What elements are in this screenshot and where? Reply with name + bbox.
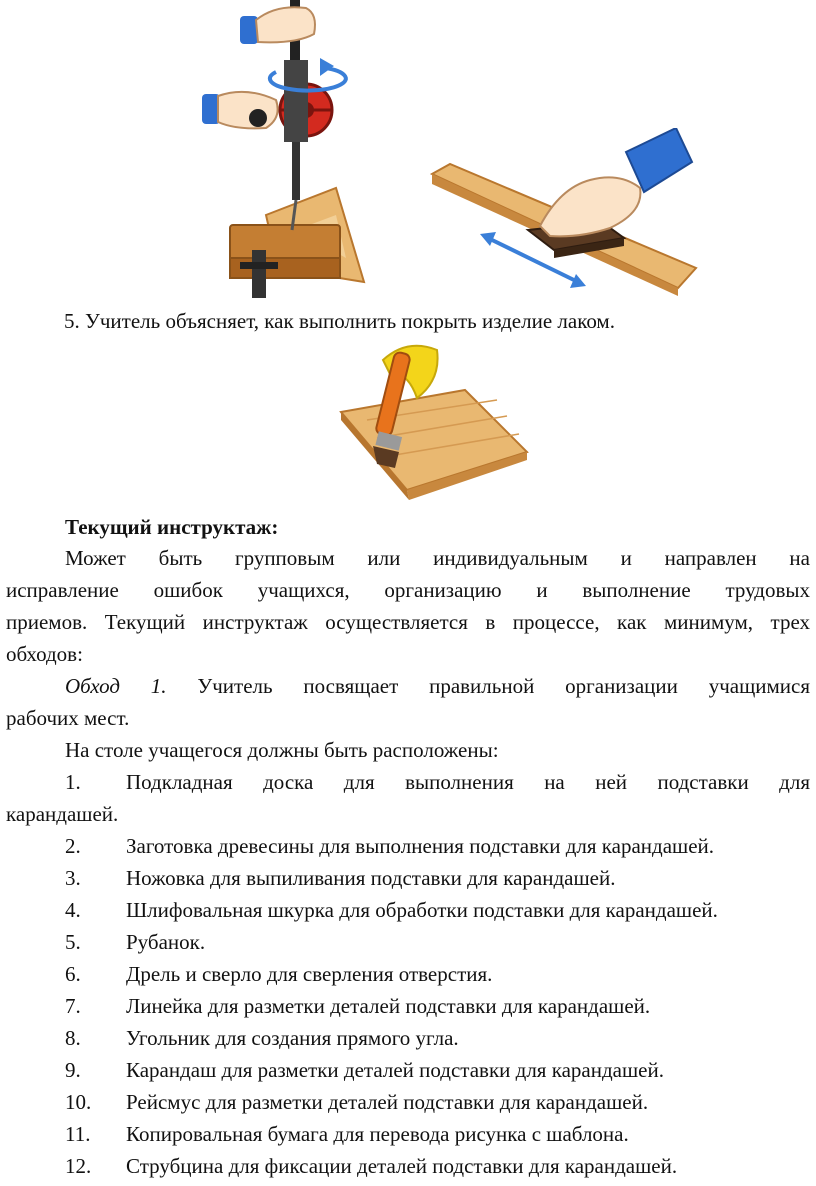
list-item <box>0 830 816 862</box>
list-text: Копировальная бумага для перевода рисунка с шаблона. <box>126 1122 629 1146</box>
list-item <box>0 958 816 990</box>
list-number: 8. <box>65 1026 81 1050</box>
list-item <box>0 990 816 1022</box>
list-text: Подкладная доска для выполнения на ней подставки для <box>126 770 810 794</box>
bypass-label: Обход 1. <box>65 674 167 698</box>
hand-drill-illustration <box>196 0 370 302</box>
section-title: Текущий инструктаж: <box>65 515 279 539</box>
list-text: Рейсмус для разметки деталей подставки для карандашей. <box>126 1090 649 1114</box>
list-number: 2. <box>65 834 81 858</box>
list-number: 9. <box>65 1058 81 1082</box>
list-text: Заготовка древесины для выполнения подставки для карандашей. <box>126 834 715 858</box>
para1-line2: исправление ошибок учащихся, организацию и выполнение трудовых <box>6 578 810 602</box>
list-number: 5. <box>65 930 81 954</box>
list-text: Дрель и сверло для сверления отверстия. <box>126 962 493 986</box>
list-text: Рубанок. <box>126 930 206 954</box>
list-number: 4. <box>65 898 81 922</box>
list-text: Карандаш для разметки деталей подставки для карандашей. <box>126 1058 664 1082</box>
para1-line1: Может быть групповым или индивидуальным и направлен на <box>65 546 810 570</box>
para2-line2: рабочих мест. <box>6 706 130 730</box>
list-item <box>0 894 816 926</box>
para1-line3: приемов. Текущий инструктаж осуществляется в процессе, как минимум, трех <box>6 610 810 634</box>
list-item <box>0 1086 816 1118</box>
list-number: 10. <box>65 1090 92 1114</box>
list-number: 3. <box>65 866 81 890</box>
list-number: 1. <box>65 770 81 794</box>
list-text: Ножовка для выпиливания подставки для карандашей. <box>126 866 616 890</box>
para1-line4: обходов: <box>6 642 83 666</box>
list-item <box>0 1118 816 1150</box>
list-text-cont: карандашей. <box>6 802 119 826</box>
list-text: Струбцина для фиксации деталей подставки для карандашей. <box>126 1154 678 1178</box>
list-item <box>0 766 816 830</box>
list-text: Шлифовальная шкурка для обработки подставки для карандашей. <box>126 898 718 922</box>
step-5-text: 5. Учитель объясняет, как выполнить покрыть изделие лаком. <box>64 309 615 333</box>
list-number: 6. <box>65 962 81 986</box>
list-item <box>0 926 816 958</box>
list-item <box>0 1150 816 1182</box>
list-item <box>0 1054 816 1086</box>
para2-line1 <box>6 670 810 702</box>
list-text: Линейка для разметки деталей подставки для карандашей. <box>126 994 651 1018</box>
sanding-illustration <box>430 128 700 298</box>
list-item <box>0 1022 816 1054</box>
para3: На столе учащегося должны быть расположены: <box>65 738 499 762</box>
list-text: Угольник для создания прямого угла. <box>126 1026 459 1050</box>
list-item <box>0 862 816 894</box>
para2-line1-rest: Учитель посвящает правильной организации учащимися <box>166 674 810 698</box>
varnish-brush-illustration <box>337 340 529 504</box>
list-number: 11. <box>65 1122 91 1146</box>
list-number: 7. <box>65 994 81 1018</box>
list-number: 12. <box>65 1154 92 1178</box>
